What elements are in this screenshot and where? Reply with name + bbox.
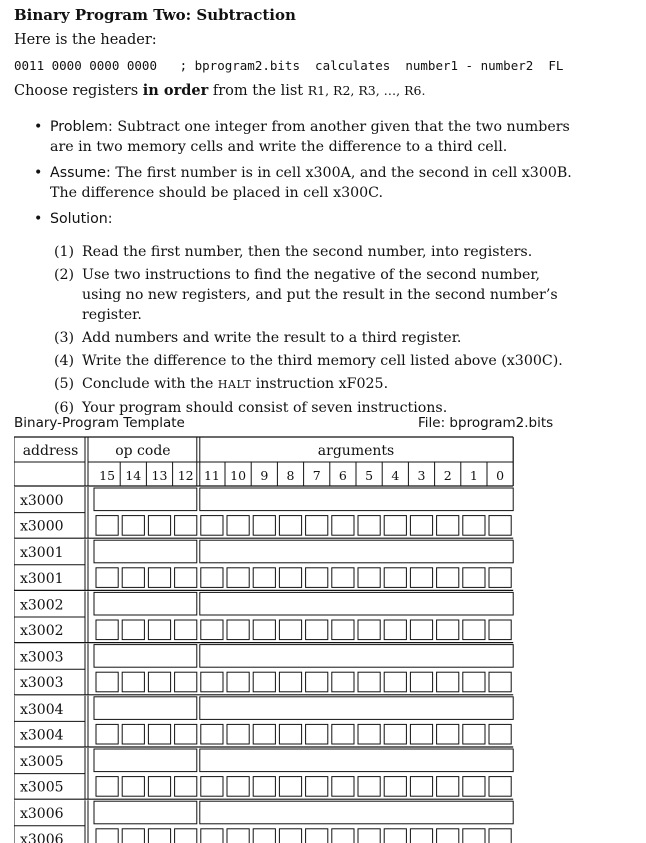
row-address-label: x3006 (20, 831, 64, 843)
problem-label: Problem: (50, 119, 113, 135)
bit-entry-box[interactable] (437, 724, 459, 744)
step-text: Use two instructions to find the negative of the second number, using no new registers, and put the result in the second number’s register. (82, 267, 558, 323)
bit-entry-box[interactable] (122, 777, 144, 797)
step-item (54, 374, 574, 395)
bit-entry-box[interactable] (463, 777, 485, 797)
bit-entry-box[interactable] (332, 777, 354, 797)
bit-entry-box[interactable] (410, 620, 432, 640)
row-address-label: x3001 (20, 545, 64, 562)
bit-entry-box[interactable] (96, 516, 118, 536)
bit-entry-box[interactable] (306, 829, 328, 843)
bit-entry-box[interactable] (227, 620, 249, 640)
bit-entry-box[interactable] (384, 672, 406, 692)
step-text: Your program should consist of seven instructions. (82, 400, 448, 416)
row-address-label: x3002 (20, 597, 64, 614)
bit-entry-box[interactable] (122, 672, 144, 692)
bit-entry-box[interactable] (437, 516, 459, 536)
bit-entry-box[interactable] (332, 620, 354, 640)
bit-entry-box[interactable] (122, 516, 144, 536)
bit-entry-box[interactable] (489, 777, 511, 797)
bit-entry-box[interactable] (148, 724, 170, 744)
bit-entry-box[interactable] (437, 568, 459, 588)
arguments-entry-band[interactable] (200, 697, 513, 720)
arguments-entry-band[interactable] (200, 592, 513, 615)
registers-text-before: Choose registers (14, 83, 143, 99)
bit-entry-box[interactable] (306, 568, 328, 588)
page-title: Binary Program Two: Subtraction (14, 6, 296, 24)
bit-number-label: 3 (417, 468, 426, 483)
bit-entry-box[interactable] (227, 516, 249, 536)
bit-number-label: 1 (469, 468, 478, 483)
row-address-label: x3004 (20, 701, 64, 718)
registers-text-middle: from the list (208, 83, 308, 99)
step-number: (4) (54, 353, 75, 369)
bit-entry-box[interactable] (96, 829, 118, 843)
bit-number-label: 2 (443, 468, 452, 483)
bit-number-label: 12 (177, 468, 194, 483)
bit-entry-box[interactable] (148, 672, 170, 692)
step-number: (1) (54, 244, 75, 260)
row-address-label: x3003 (20, 649, 64, 666)
bit-entry-box[interactable] (306, 516, 328, 536)
step-number: (6) (54, 400, 75, 416)
bit-entry-box[interactable] (201, 620, 223, 640)
bit-entry-box[interactable] (279, 620, 301, 640)
bit-entry-box[interactable] (306, 672, 328, 692)
bit-entry-box[interactable] (463, 620, 485, 640)
bit-entry-box[interactable] (306, 777, 328, 797)
header-bits: 0011 0000 0000 0000 (14, 58, 157, 73)
row-address-label: x3002 (20, 623, 64, 639)
bit-entry-box[interactable] (279, 672, 301, 692)
bit-entry-box[interactable] (437, 829, 459, 843)
bit-entry-box[interactable] (489, 672, 511, 692)
bullet-solution (30, 209, 590, 229)
step-item (54, 265, 574, 325)
header-comment: ; bprogram2.bits calculates number1 - number2 FL (179, 58, 564, 73)
bit-entry-box[interactable] (279, 777, 301, 797)
bit-entry-box[interactable] (332, 829, 354, 843)
step-number: (3) (54, 330, 75, 346)
bit-entry-box[interactable] (279, 516, 301, 536)
bit-number-label: 8 (286, 468, 295, 483)
bit-entry-box[interactable] (96, 777, 118, 797)
halt-keyword: HALT (217, 378, 252, 391)
bullet-problem (30, 117, 590, 157)
bit-number-label: 11 (203, 468, 220, 483)
bit-entry-box[interactable] (148, 829, 170, 843)
arguments-entry-band[interactable] (200, 488, 513, 511)
bit-entry-box[interactable] (227, 724, 249, 744)
arguments-header: arguments (317, 443, 395, 459)
bit-number-label: 15 (99, 468, 116, 483)
solution-label: Solution: (50, 211, 113, 227)
bit-entry-box[interactable] (175, 777, 197, 797)
bit-entry-box[interactable] (410, 829, 432, 843)
problem-text: Subtract one integer from another given that the two numbers are in two memory cells and write the difference to a third cell. (50, 119, 570, 155)
bit-entry-box[interactable] (332, 568, 354, 588)
assume-label: Assume: (50, 165, 111, 181)
bit-number-label: 5 (365, 468, 374, 483)
bit-entry-box[interactable] (437, 620, 459, 640)
opcode-entry-band[interactable] (94, 488, 197, 511)
bit-entry-box[interactable] (96, 672, 118, 692)
bit-entry-box[interactable] (253, 829, 275, 843)
bit-entry-box[interactable] (463, 829, 485, 843)
bit-number-label: 9 (260, 468, 269, 483)
bit-entry-box[interactable] (410, 724, 432, 744)
bullet-dot-icon: • (34, 119, 43, 135)
row-address-label: x3000 (20, 493, 64, 509)
registers-line (14, 82, 425, 99)
bit-entry-box[interactable] (175, 724, 197, 744)
bit-entry-box[interactable] (148, 620, 170, 640)
template-title: Binary-Program Template (14, 415, 185, 431)
bit-entry-box[interactable] (175, 620, 197, 640)
step-text: Read the first number, then the second number, into registers. (82, 244, 533, 260)
bit-entry-box[interactable] (489, 829, 511, 843)
bit-entry-box[interactable] (306, 724, 328, 744)
opcode-entry-band[interactable] (94, 645, 197, 668)
bit-entry-box[interactable] (489, 516, 511, 536)
bit-entry-box[interactable] (358, 516, 380, 536)
bit-entry-box[interactable] (463, 568, 485, 588)
address-header: address (22, 443, 79, 459)
template-file: File: bprogram2.bits (418, 415, 554, 431)
opcode-header: op code (115, 443, 171, 459)
header-intro: Here is the header: (14, 32, 157, 48)
bit-entry-box[interactable] (384, 568, 406, 588)
bit-entry-box[interactable] (201, 829, 223, 843)
bit-entry-box[interactable] (410, 777, 432, 797)
bit-entry-box[interactable] (253, 620, 275, 640)
bit-entry-box[interactable] (227, 829, 249, 843)
bit-entry-box[interactable] (201, 516, 223, 536)
bit-entry-box[interactable] (122, 829, 144, 843)
bit-number-label: 7 (312, 468, 321, 483)
bit-entry-box[interactable] (122, 568, 144, 588)
bit-entry-box[interactable] (201, 724, 223, 744)
bit-entry-box[interactable] (201, 672, 223, 692)
bit-entry-box[interactable] (227, 568, 249, 588)
bit-number-label: 14 (125, 468, 142, 483)
bullet-dot-icon: • (34, 165, 43, 181)
bit-entry-box[interactable] (253, 672, 275, 692)
bit-entry-box[interactable] (253, 568, 275, 588)
bit-entry-box[interactable] (332, 724, 354, 744)
arguments-entry-band[interactable] (200, 645, 513, 668)
bit-entry-box[interactable] (279, 724, 301, 744)
opcode-entry-band[interactable] (94, 697, 197, 720)
bit-entry-box[interactable] (175, 829, 197, 843)
bit-entry-box[interactable] (148, 516, 170, 536)
bit-entry-box[interactable] (463, 516, 485, 536)
solution-steps (54, 242, 574, 421)
bit-entry-box[interactable] (175, 516, 197, 536)
step-item (54, 351, 574, 371)
registers-bold: in order (142, 82, 209, 99)
bit-entry-box[interactable] (279, 829, 301, 843)
step-text: Write the difference to the third memory cell listed above (x300C). (82, 353, 563, 369)
bullet-dot-icon: • (34, 211, 43, 227)
bit-entry-box[interactable] (437, 777, 459, 797)
bit-entry-box[interactable] (332, 672, 354, 692)
bit-entry-box[interactable] (358, 672, 380, 692)
registers-list: R1, R2, R3, …, R6. (307, 83, 426, 98)
bit-entry-box[interactable] (410, 672, 432, 692)
header-line (14, 58, 563, 73)
opcode-entry-band[interactable] (94, 592, 197, 615)
step-number: (5) (54, 376, 75, 392)
bit-entry-box[interactable] (384, 516, 406, 536)
opcode-entry-band[interactable] (94, 749, 197, 772)
binary-template-table (14, 436, 640, 843)
bit-entry-box[interactable] (201, 568, 223, 588)
bit-entry-box[interactable] (384, 777, 406, 797)
row-address-label: x3005 (20, 754, 64, 770)
bit-entry-box[interactable] (279, 568, 301, 588)
row-address-label: x3000 (20, 518, 64, 535)
bit-entry-box[interactable] (175, 672, 197, 692)
bit-entry-box[interactable] (306, 620, 328, 640)
bit-number-label: 4 (391, 468, 400, 483)
bit-entry-box[interactable] (463, 672, 485, 692)
bit-entry-box[interactable] (253, 724, 275, 744)
assume-text: The first number is in cell x300A, and the second in cell x300B. The difference should be placed in cell x300C. (50, 165, 572, 201)
opcode-entry-band[interactable] (94, 801, 197, 824)
bit-number-label: 0 (496, 468, 505, 483)
row-address-label: x3003 (20, 675, 64, 692)
bit-entry-box[interactable] (358, 777, 380, 797)
row-address-label: x3005 (20, 779, 64, 796)
bit-entry-box[interactable] (253, 516, 275, 536)
row-address-label: x3001 (20, 570, 64, 587)
bit-entry-box[interactable] (384, 620, 406, 640)
bit-entry-box[interactable] (253, 777, 275, 797)
step-number: (2) (54, 267, 75, 283)
bit-entry-box[interactable] (358, 620, 380, 640)
bit-entry-box[interactable] (122, 620, 144, 640)
step-text: Add numbers and write the result to a third register. (82, 330, 462, 346)
row-address-label: x3006 (20, 806, 64, 823)
bit-entry-box[interactable] (410, 568, 432, 588)
bit-entry-box[interactable] (489, 568, 511, 588)
step-item (54, 328, 574, 348)
bit-entry-box[interactable] (384, 829, 406, 843)
bit-entry-box[interactable] (358, 724, 380, 744)
step-text-after: instruction xF025. (251, 376, 389, 392)
opcode-entry-band[interactable] (94, 540, 197, 563)
row-address-label: x3004 (20, 727, 64, 744)
arguments-entry-band[interactable] (200, 801, 513, 824)
instruction-bullets (30, 117, 590, 235)
bit-number-label: 10 (230, 468, 247, 483)
bit-entry-box[interactable] (489, 724, 511, 744)
bit-entry-box[interactable] (201, 777, 223, 797)
bit-entry-box[interactable] (489, 620, 511, 640)
bit-number-label: 6 (338, 468, 347, 483)
bit-entry-box[interactable] (227, 672, 249, 692)
arguments-entry-band[interactable] (200, 540, 513, 563)
bit-entry-box[interactable] (463, 724, 485, 744)
bit-entry-box[interactable] (437, 672, 459, 692)
bit-entry-box[interactable] (96, 724, 118, 744)
step-item (54, 242, 574, 262)
bit-entry-box[interactable] (148, 777, 170, 797)
arguments-entry-band[interactable] (200, 749, 513, 772)
bit-entry-box[interactable] (96, 568, 118, 588)
bit-entry-box[interactable] (175, 568, 197, 588)
bit-entry-box[interactable] (410, 516, 432, 536)
bit-entry-box[interactable] (384, 724, 406, 744)
bit-entry-box[interactable] (227, 777, 249, 797)
bit-entry-box[interactable] (358, 829, 380, 843)
bit-entry-box[interactable] (332, 516, 354, 536)
bullet-assume (30, 163, 590, 203)
bit-number-label: 13 (151, 468, 168, 483)
bit-entry-box[interactable] (96, 620, 118, 640)
bit-entry-box[interactable] (122, 724, 144, 744)
bit-entry-box[interactable] (148, 568, 170, 588)
bit-entry-box[interactable] (358, 568, 380, 588)
step-text: Conclude with the (82, 376, 218, 392)
